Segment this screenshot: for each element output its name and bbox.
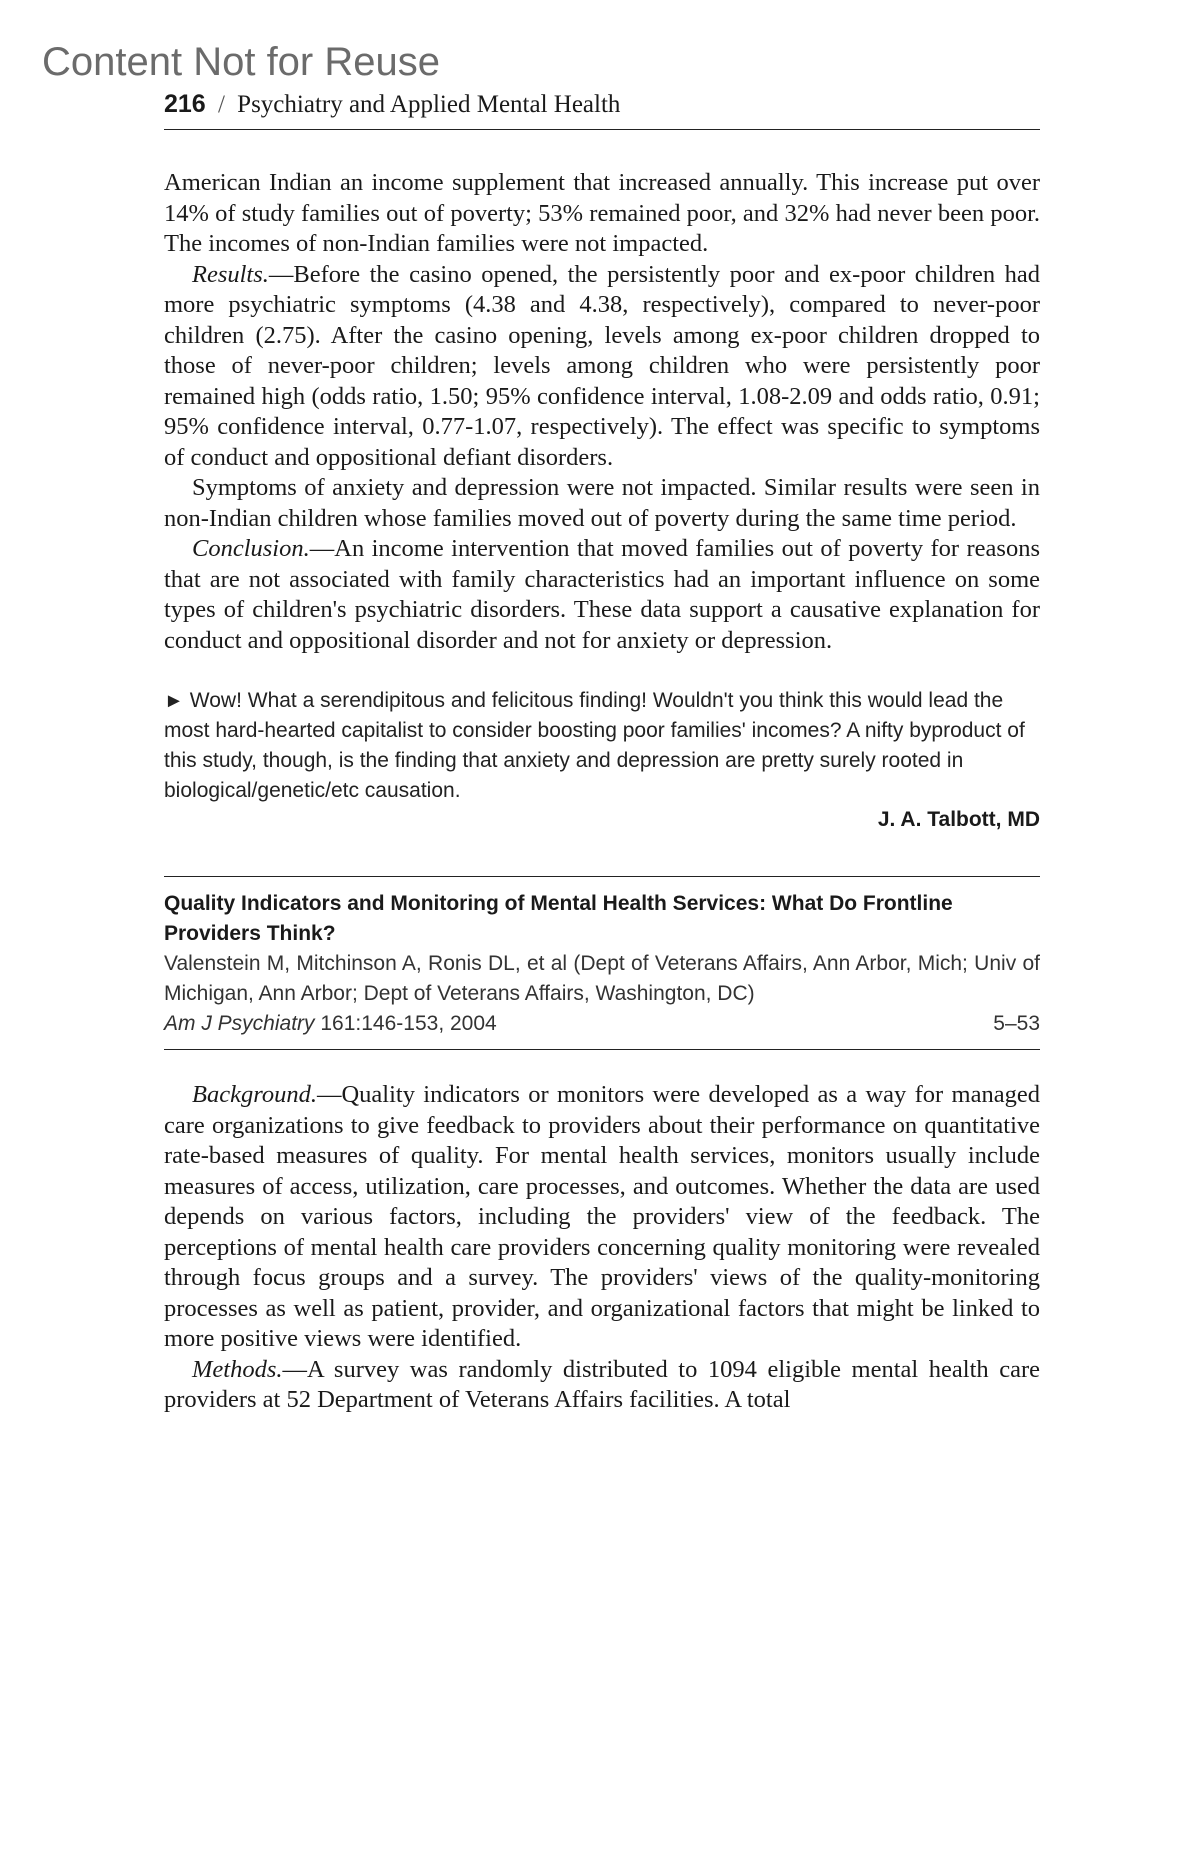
methods-label: Methods. <box>192 1355 283 1383</box>
methods-paragraph <box>164 1355 1040 1416</box>
comment-arrow-icon: ► <box>164 690 184 712</box>
journal-title: Psychiatry and Applied Mental Health <box>237 91 621 118</box>
background-paragraph <box>164 1080 1040 1355</box>
background-text: —Quality indicators or monitors were developed as a way for managed care organizations to give feedback to providers about their performance on quantitative rate-based measures of quality. For mental health services, monitors usually include measures of access, utilization, care processes, and outcomes. Whether the data are used depends on various factors, including the providers' view of the feedback. The perceptions of mental health care providers concerning quality monitoring were revealed through focus groups and a survey. The providers' views of the quality-monitoring processes as well as patient, provider, and organizational factors that might be linked to more positive views were identified. <box>164 1081 1040 1352</box>
second-article-header <box>164 877 1040 1049</box>
results-label: Results. <box>192 260 269 288</box>
background-label: Background. <box>192 1081 317 1108</box>
divider-bottom <box>164 1049 1040 1050</box>
results-paragraph <box>164 260 1040 474</box>
editor-comment <box>164 686 1040 806</box>
comment-signature: J. A. Talbott, MD <box>877 808 1040 831</box>
citation-row <box>164 1009 1040 1039</box>
article-code: 5–53 <box>993 1012 1040 1035</box>
page-number: 216 <box>164 90 206 118</box>
results-text: —Before the casino opened, the persistently poor and ex-poor children had more psychiatric symptoms (4.38 and 4.38, respectively), compared to never-poor children (2.75). After the casino opening, levels among ex-poor children dropped to those of never-poor children; levels among children who were persistently poor remained high (odds ratio, 1.50; 95% confidence interval, 1.08-2.09 and odds ratio, 0.91; 95% confidence interval, 0.77-1.07, respectively). The effect was specific to symptoms of conduct and oppositional defiant disorders. <box>164 260 1040 471</box>
watermark: Content Not for Reuse <box>42 40 440 84</box>
citation-journal: Am J Psychiatry <box>164 1012 315 1035</box>
header-separator: / <box>217 91 225 118</box>
methods-text: —A survey was randomly distributed to 1094 eligible mental health care providers at 52 Department of Veterans Affairs facilities. A total <box>164 1355 1040 1413</box>
results-paragraph-2: Symptoms of anxiety and depression were not impacted. Similar results were seen in non-Indian children whose families moved out of poverty during the same time period. <box>164 474 1040 532</box>
conclusion-paragraph <box>164 534 1040 656</box>
running-head <box>164 90 1040 130</box>
conclusion-text: —An income intervention that moved families out of poverty for reasons that are not associated with family characteristics had an important influence on some types of children's psychiatric disorders. These data support a causative explanation for conduct and oppositional disorder and not for anxiety or depression. <box>164 535 1040 654</box>
continuation-paragraph: American Indian an income supplement that increased annually. This increase put over 14% of study families out of poverty; 53% remained poor, and 32% had never been poor. The incomes of non-Indian families were not impacted. <box>164 169 1040 257</box>
citation <box>164 1009 497 1039</box>
second-article-body <box>164 1080 1040 1416</box>
conclusion-label: Conclusion. <box>192 535 310 562</box>
article-authors: Valenstein M, Mitchinson A, Ronis DL, et al (Dept of Veterans Affairs, Ann Arbor, Mich; Univ of Michigan, Ann Arbor; Dept of Veterans Affairs, Washington, DC) <box>164 952 1040 1005</box>
citation-detail: 161:146-153, 2004 <box>320 1012 497 1035</box>
article-title: Quality Indicators and Monitoring of Mental Health Services: What Do Frontline Providers Think? <box>164 892 953 945</box>
page-content <box>164 90 1040 1416</box>
first-article-body <box>164 168 1040 656</box>
comment-text: Wow! What a serendipitous and felicitous finding! Wouldn't you think this would lead the most hard-hearted capitalist to consider boosting poor families' incomes? A nifty byproduct of this study, though, is the finding that anxiety and depression are pretty surely rooted in biological/genetic/etc causation. <box>164 689 1025 802</box>
